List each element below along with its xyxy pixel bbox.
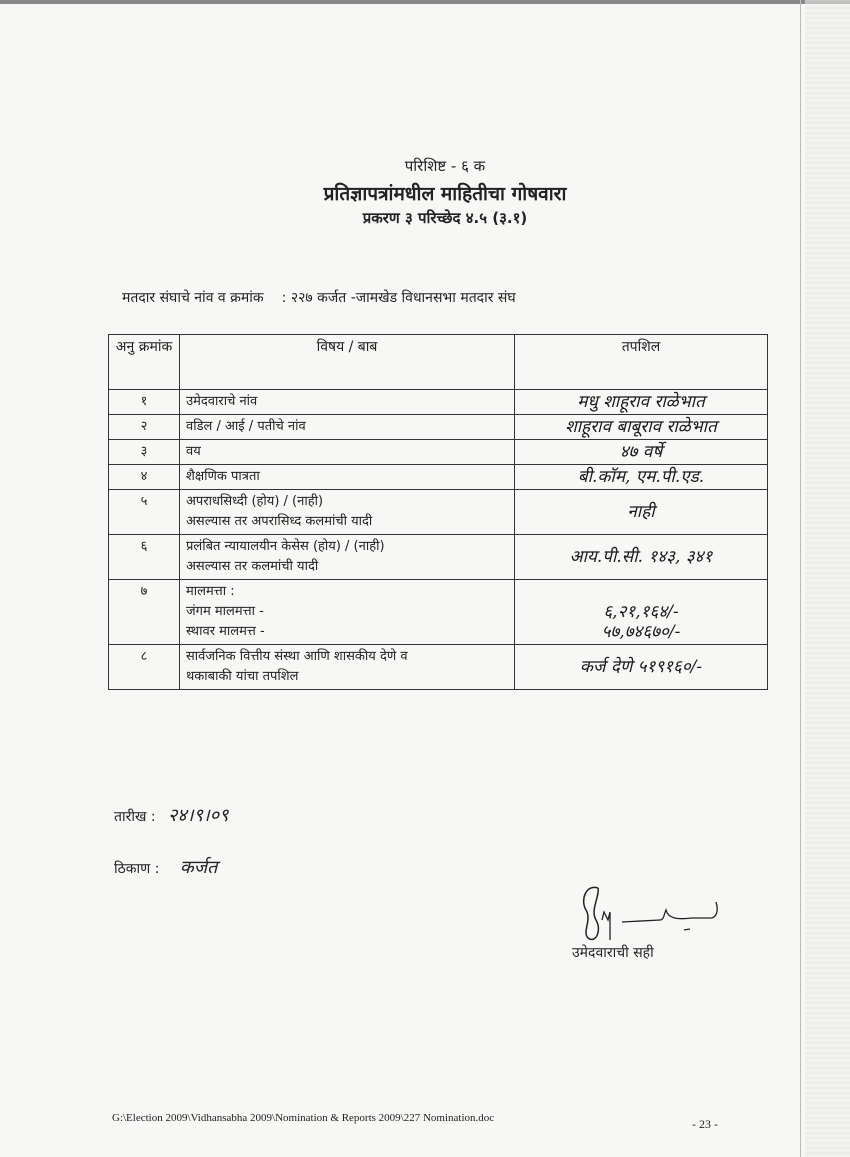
section-reference: प्रकरण ३ परिच्छेद ४.५ (३.१): [362, 209, 528, 227]
row-subject: [180, 580, 515, 645]
place-label: ठिकाण :: [114, 861, 160, 877]
row-subject: वय: [180, 440, 515, 465]
table-row: [109, 390, 768, 415]
page-number: - 23 -: [692, 1117, 718, 1131]
affidavit-summary-table: [108, 334, 768, 690]
row-subject: उमेदवाराचे नांव: [180, 390, 515, 415]
row-value: मधु शाहूराव राळेभात: [515, 390, 768, 415]
document-title: प्रतिज्ञापत्रांमधील माहितीचा गोषवारा: [323, 183, 567, 205]
row-value: आय.पी.सी. १४३, ३४१: [515, 535, 768, 580]
row-value: शाहूराव बाबूराव राळेभात: [515, 415, 768, 440]
row-value: [515, 580, 768, 645]
header-details: तपशिल: [515, 335, 768, 390]
date-value: २४।९।०९: [168, 805, 229, 826]
header-serial: अनु क्रमांक: [109, 335, 180, 390]
constituency-value: : २२७ कर्जत -जामखेड विधानसभा मतदार संघ: [281, 290, 516, 306]
row-subject-line: सार्वजनिक वित्तीय संस्था आणि शासकीय देणे व: [186, 649, 408, 664]
table-row: [109, 645, 768, 690]
table-header-row: [109, 335, 768, 390]
table-row: [109, 415, 768, 440]
row-subject-line: स्थावर मालमत्त -: [186, 624, 265, 639]
row-number: ५: [109, 490, 180, 535]
place-value: कर्जत: [179, 857, 218, 878]
row-value: बी.कॉम, एम.पी.एड.: [515, 465, 768, 490]
row-number: ६: [109, 535, 180, 580]
row-number: ७: [109, 580, 180, 645]
row-subject: शैक्षणिक पात्रता: [180, 465, 515, 490]
table-row: [109, 465, 768, 490]
row-subject: [180, 645, 515, 690]
appendix-label: परिशिष्ट - ६ क: [404, 157, 486, 175]
row-subject: [180, 490, 515, 535]
table-row: [109, 535, 768, 580]
date-field: [114, 803, 228, 827]
row-number: २: [109, 415, 180, 440]
place-field: [114, 855, 217, 879]
candidate-signature: [572, 880, 772, 950]
row-value: ४७ वर्षे: [515, 440, 768, 465]
row-number: ४: [109, 465, 180, 490]
row-subject-line: असल्यास तर कलमांची यादी: [186, 559, 319, 574]
row-value: कर्ज देणे ५१९१६०/-: [515, 645, 768, 690]
header-subject: विषय / बाब: [180, 335, 515, 390]
row-value: नाही: [515, 490, 768, 535]
date-label: तारीख :: [114, 809, 156, 825]
row-subject-line: प्रलंबित न्यायालयीन केसेस (होय) / (नाही): [186, 539, 385, 554]
row-subject-line: जंगम मालमत्ता -: [186, 604, 264, 619]
immovable-assets-value: ५७,७४६७०/-: [601, 622, 681, 642]
table-row: [109, 440, 768, 465]
row-number: ३: [109, 440, 180, 465]
row-number: १: [109, 390, 180, 415]
constituency-line: [122, 288, 516, 307]
table-row: [109, 580, 768, 645]
row-subject-line: अपराधसिध्दी (होय) / (नाही): [186, 494, 324, 509]
file-path: G:\Election 2009\Vidhansabha 2009\Nomination & Reports 2009\227 Nomination.doc: [112, 1112, 495, 1124]
movable-assets-value: ६,२१,१६४/-: [603, 602, 679, 622]
row-subject-line: असल्यास तर अपरासिध्द कलमांची यादी: [186, 514, 373, 529]
scan-top-edge: [0, 0, 850, 4]
row-subject: [180, 535, 515, 580]
table-row: [109, 490, 768, 535]
row-subject-line: थकाबाकी यांचा तपशिल: [186, 669, 299, 684]
row-subject-line: मालमत्ता :: [186, 584, 235, 599]
signature-label: उमेदवाराची सही: [572, 945, 654, 961]
row-subject: वडिल / आई / पतीचे नांव: [180, 415, 515, 440]
constituency-label: मतदार संघाचे नांव व क्रमांक: [122, 290, 264, 306]
row-number: ८: [109, 645, 180, 690]
